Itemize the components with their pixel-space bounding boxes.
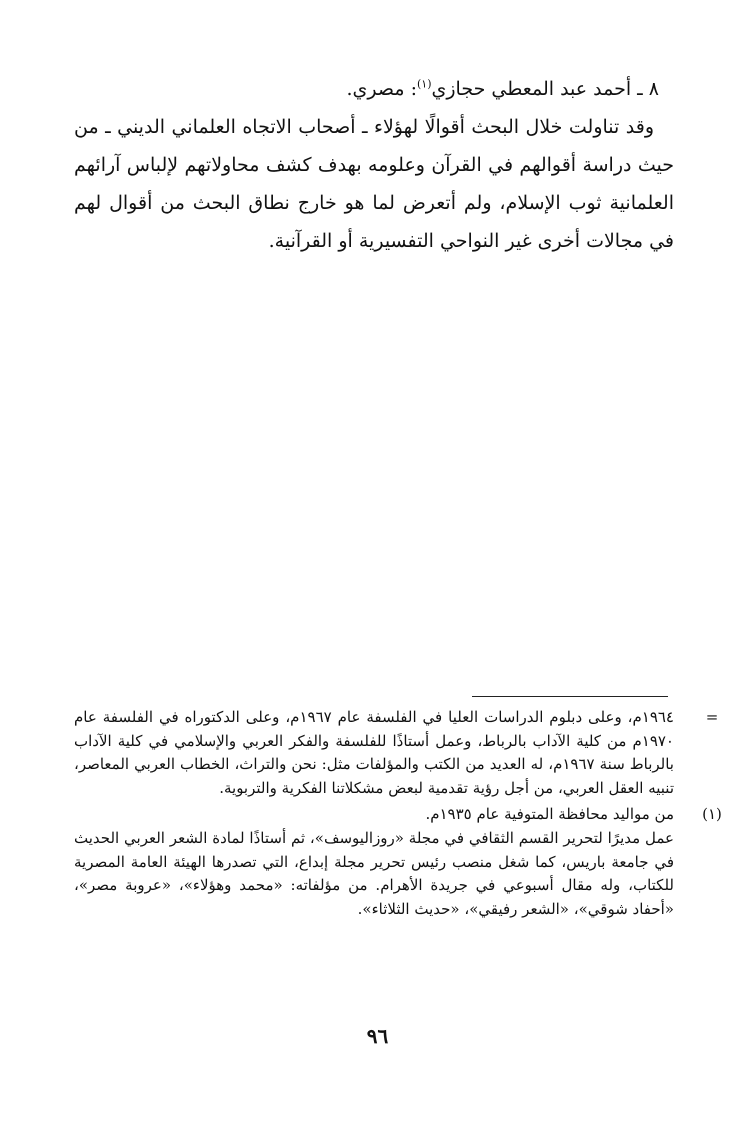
page-number: ٩٦ (366, 1024, 389, 1048)
footnote-1 (74, 803, 722, 921)
footnote-paragraph: عمل مديرًا لتحرير القسم الثقافي في مجلة «روزاليوسف»، ثم أستاذًا لمادة الشعر العربي الحديث في جامعة باريس، كما شغل منصب رئيس تحرير مجلة إبداع، التي تصدرها الهيئة العامة المصرية للكتاب، وله مقال أسبوعي في جريدة الأهرام. من مؤلفاته: «محمد وهؤلاء»، «عروبة مصر»، «أحفاد شوقي»، «الشعر رفيقي»، «حديث الثلاثاء». (74, 828, 674, 918)
main-text (74, 70, 674, 260)
footnote-continued (74, 706, 719, 800)
footnote-paragraph: من مواليد محافظة المتوفية عام ١٩٣٥م. (425, 805, 674, 824)
list-item (74, 70, 674, 108)
list-item-tail: : مصري. (346, 78, 417, 100)
footnotes (74, 706, 722, 921)
footnote-marker: (١) (702, 805, 722, 824)
footnote-paragraph: ١٩٦٤م، وعلى دبلوم الدراسات العليا في الفلسفة عام ١٩٦٧م، وعلى الدكتوراه في الفلسفة عام ١٩٧٠م من كلية الآداب بالرباط، وعمل أستاذًا للفلسفة والفكر العربي والإسلامي في كلية الآداب بالرباط سنة ١٩٦٧م، له العديد من الكتب والمؤلفات مثل: نحن والتراث، الخطاب العربي المعاصر، تنبيه العقل العربي، من أجل رؤية تقدمية لبعض مشكلاتنا الفكرية والتربوية. (74, 708, 674, 797)
footnote-marker: = (705, 708, 719, 726)
footnote-reference: (١) (416, 77, 432, 91)
list-item-text: ٨ ـ أحمد عبد المعطي حجازي (431, 78, 659, 100)
footnote-separator (472, 696, 668, 697)
body-paragraph: وقد تناولت خلال البحث أقوالًا لهؤلاء ـ أصحاب الاتجاه العلماني الديني ـ من حيث دراسة أقوالهم في القرآن وعلومه بهدف كشف محاولاتهم لإلباس آرائهم العلمانية ثوب الإسلام، ولم أتعرض لما هو خارج نطاق البحث من أقوال لهم في مجالات أخرى غير النواحي التفسيرية أو القرآنية. (74, 116, 674, 252)
